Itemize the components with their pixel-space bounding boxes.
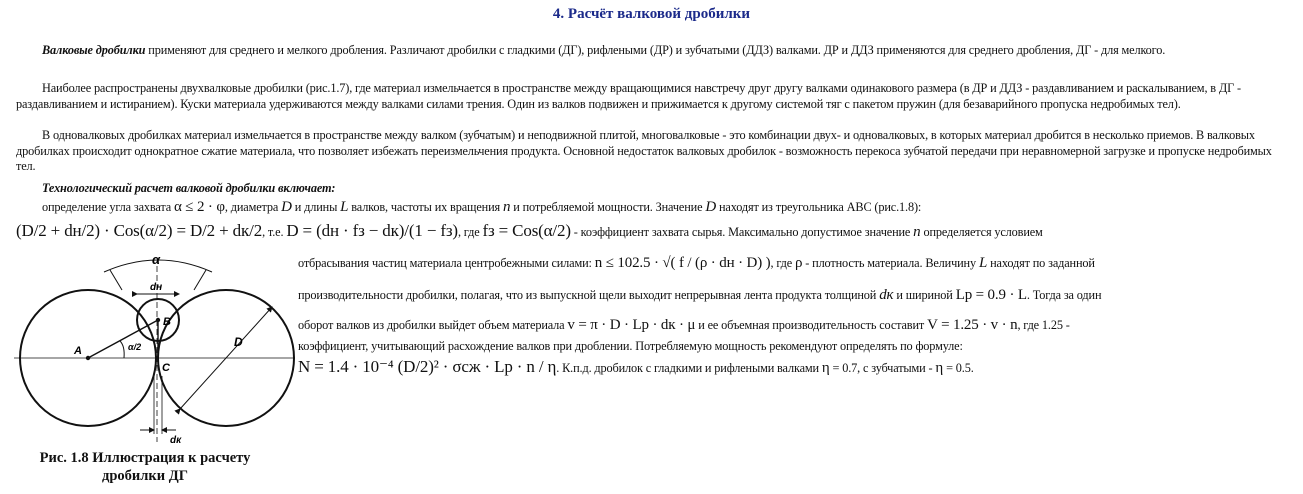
text-segment: = 0.5. bbox=[946, 361, 974, 375]
formula-max-speed: n ≤ 102.5 · √( f / (ρ · dн · D) ) bbox=[594, 255, 771, 271]
text-segment: . К.п.д. дробилок с гладкими и рифлеными валками bbox=[556, 361, 819, 375]
label-c: C bbox=[162, 362, 170, 374]
figure-caption: Рис. 1.8 Иллюстрация к расчету дробилки ДГ bbox=[39, 450, 251, 484]
formula-symbol: D bbox=[705, 199, 717, 215]
formula-triangle: (D/2 + dн/2) · Cos(α/2) = D/2 + dк/2 bbox=[16, 221, 263, 240]
formula-line-1 bbox=[42, 198, 921, 216]
page-title: 4. Расчёт валковой дробилки bbox=[552, 6, 751, 22]
paragraph-intro bbox=[16, 43, 1286, 59]
text-segment: оборот валков из дробилки выйдет объем материала bbox=[298, 318, 565, 332]
text-segment: , диаметра bbox=[224, 200, 279, 214]
text-segment: - плотность материала. Величину bbox=[805, 256, 976, 270]
formula-symbol: dк bbox=[879, 287, 894, 303]
formula-diameter: D = (dн · fз − dк)/(1 − fз) bbox=[286, 221, 458, 240]
formula-symbol: L bbox=[978, 255, 988, 271]
label-dk: dк bbox=[170, 435, 182, 446]
formula-grip-angle: α ≤ 2 · φ bbox=[173, 199, 225, 215]
formula-grip-coefficient: fз = Cos(α/2) bbox=[482, 221, 571, 240]
section-heading bbox=[16, 181, 1286, 197]
formula-symbol: η bbox=[935, 360, 944, 376]
calc-heading-text: Технологический расчет валковой дробилки включает: bbox=[42, 181, 336, 195]
formula-productivity: V = 1.25 · v · n bbox=[927, 317, 1018, 333]
formula-symbol: L bbox=[340, 199, 349, 215]
half-alpha-arc bbox=[120, 341, 124, 358]
text-segment: и шириной bbox=[896, 288, 953, 302]
formula-working-length: Lр = 0.9 · L bbox=[955, 287, 1027, 303]
label-a: A bbox=[74, 345, 82, 357]
formula-line-5 bbox=[298, 316, 1070, 334]
paragraph-single-roll: В одновалковых дробилках материал измельчается в пространстве между валком (зубчатым) и неподвижной плитой, многовалковые - это комбинации двух- и одновалковых, в которых материал дробится в несколько приемов. В валковых дробилках происходит однократное сжатие материала, что позволяет избежать переизмельчения продукта. Основной недостаток валковых дробилок - возможность перекоса зубчатой передачи при неравномерной загрузке и пропуске недробимых тел. bbox=[16, 128, 1272, 174]
label-dn: dн bbox=[150, 282, 163, 293]
formula-symbol: η bbox=[821, 360, 830, 376]
formula-symbol: n bbox=[502, 199, 511, 215]
text-segment: валков, частоты их вращения bbox=[351, 200, 500, 214]
text-segment: - коэффициент захвата сырья. Максимально допустимое значение bbox=[573, 225, 911, 239]
term-roller-crushers: Валковые дробилки bbox=[42, 43, 146, 57]
formula-line-4 bbox=[298, 286, 1101, 304]
text-segment: определяется условием bbox=[923, 225, 1043, 239]
tangent-left bbox=[110, 270, 122, 290]
formula-line-6: коэффициент, учитывающий расхождение валков при дроблении. Потребляемую мощность рекомендуют определять по формуле: bbox=[298, 339, 963, 353]
text-segment: , где bbox=[770, 256, 793, 270]
text-segment: находят по заданной bbox=[990, 256, 1095, 270]
text-segment: , т.е. bbox=[262, 225, 284, 239]
text-segment: и ее объемная производительность составит bbox=[698, 318, 925, 332]
text-segment: , где 1.25 - bbox=[1017, 318, 1070, 332]
label-b: B bbox=[163, 316, 171, 328]
formula-symbol: n bbox=[913, 224, 921, 240]
tangent-right bbox=[194, 270, 206, 290]
text-segment: . Тогда за один bbox=[1026, 288, 1102, 302]
label-alpha: α bbox=[152, 252, 161, 267]
formula-line-2 bbox=[16, 222, 1043, 241]
text-segment: определение угла захвата bbox=[42, 200, 172, 214]
text-segment: = 0.7, с зубчатыми - bbox=[832, 361, 933, 375]
text-segment: находят из треугольника АВС (рис.1.8): bbox=[718, 200, 922, 214]
formula-power: N = 1.4 · 10⁻⁴ (D/2)² · σсж · Lр · n / η bbox=[298, 357, 557, 376]
text-segment: отбрасывания частиц материала центробежными силами: bbox=[298, 256, 592, 270]
text-segment: , где bbox=[457, 225, 480, 239]
formula-symbol: ρ bbox=[794, 255, 803, 271]
formula-symbol: D bbox=[281, 199, 292, 215]
text-segment: и длины bbox=[294, 200, 338, 214]
text-segment: производительности дробилки, полагая, что из выпускной щели выходит непрерывная лента продукта толщиной bbox=[298, 288, 877, 302]
point-a bbox=[86, 356, 90, 360]
text-segment: и потребляемой мощности. Значение bbox=[513, 200, 703, 214]
roller-crusher-diagram bbox=[12, 246, 297, 446]
formula-volume: v = π · D · Lр · dк · μ bbox=[567, 317, 696, 333]
paragraph-double-roll: Наиболее распространены двухвалковые дробилки (рис.1.7), где материал измельчается в пространстве между вращающимися навстречу друг другу валками одинакового размера (в ДР и ДДЗ - раздавливанием и раскалыванием, в ДГ - раздавливанием и истиранием). Куски материала удерживаются между валками силами трения. Один из валков подвижен и прижимается к другому системой тяг с пакетом пружин (для безаварийного пропуска недробимых тел). bbox=[16, 81, 1241, 111]
formula-line-7 bbox=[298, 358, 974, 377]
formula-line-3 bbox=[298, 254, 1095, 272]
point-b bbox=[156, 318, 160, 322]
label-d: D bbox=[234, 335, 243, 349]
label-half-alpha: α/2 bbox=[128, 342, 142, 352]
paragraph-intro-text: применяют для среднего и мелкого дробления. Различают дробилки с гладкими (ДГ), рифлеными (ДР) и зубчатыми (ДДЗ) валками. ДР и ДДЗ применяются для среднего дробления, ДГ - для мелкого. bbox=[145, 43, 1166, 57]
